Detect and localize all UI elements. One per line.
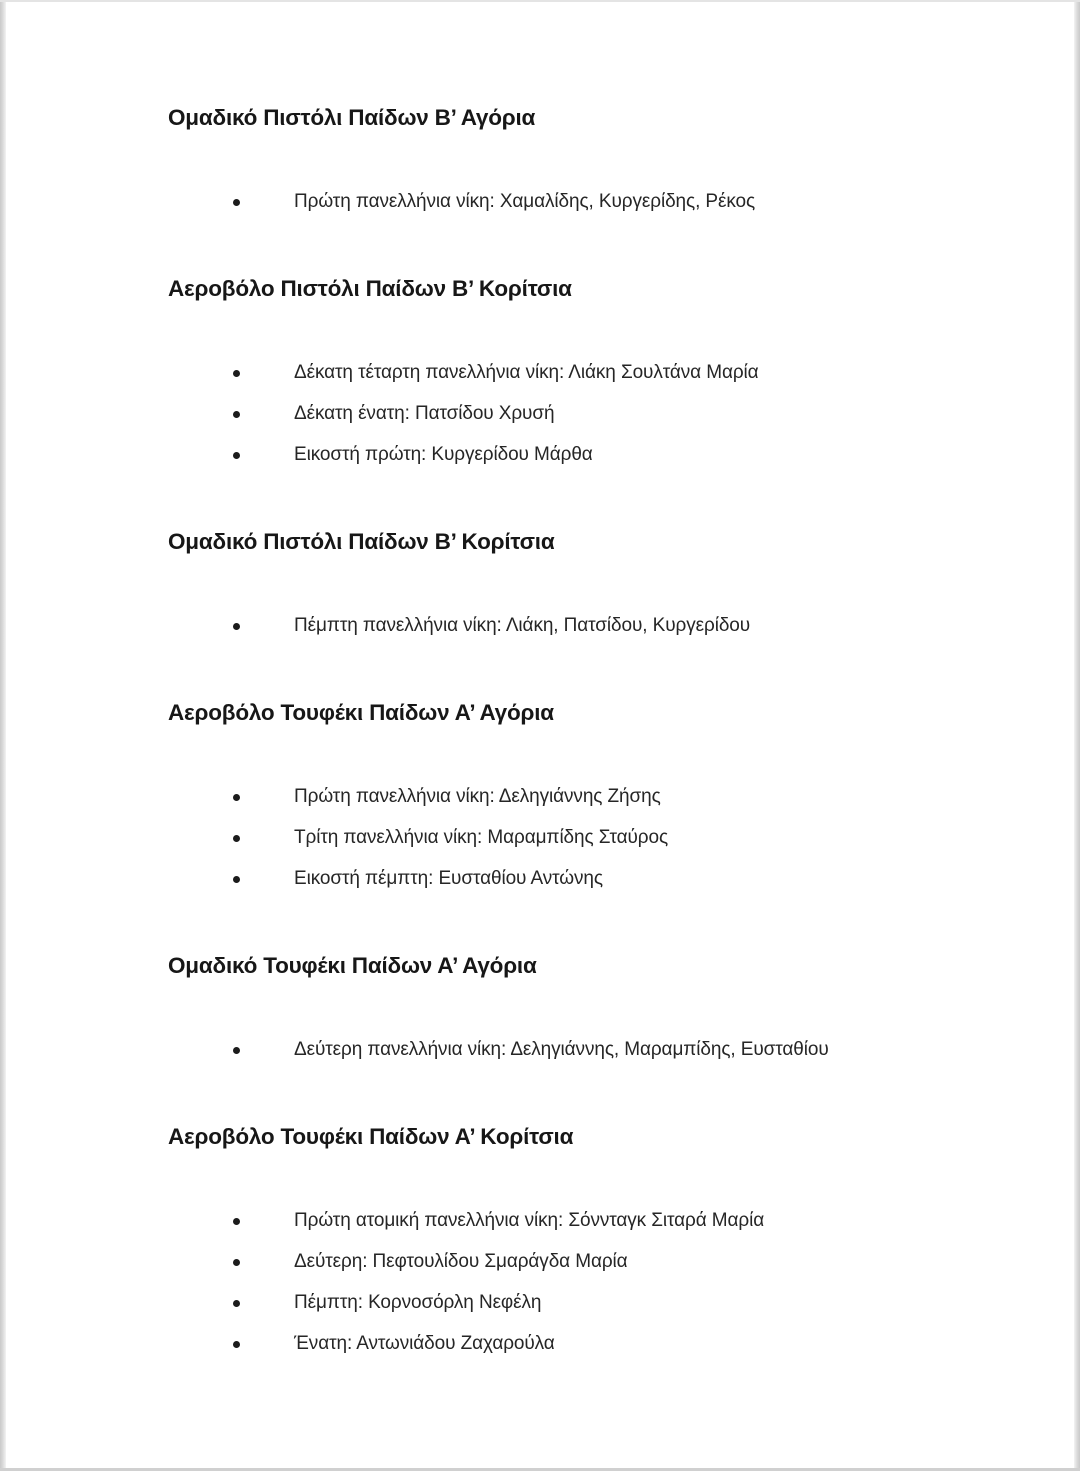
section-heading: Ομαδικό Πιστόλι Παίδων Β’ Κορίτσια bbox=[168, 529, 555, 554]
section-heading: Ομαδικό Πιστόλι Παίδων Β’ Αγόρια bbox=[168, 105, 536, 130]
document-section bbox=[168, 1122, 1010, 1359]
list-item bbox=[168, 1329, 1010, 1359]
list-item-text: Πέμπτη: Κορνοσόρλη Νεφέλη bbox=[294, 1292, 542, 1313]
list-item bbox=[168, 1247, 1010, 1277]
list-item bbox=[168, 440, 1010, 470]
document-section bbox=[168, 103, 1010, 217]
document-section bbox=[168, 951, 1010, 1065]
section-heading: Ομαδικό Τουφέκι Παίδων Α’ Αγόρια bbox=[168, 953, 537, 978]
bullet-list bbox=[168, 782, 1010, 894]
list-item-text: Δέκατη τέταρτη πανελλήνια νίκη: Λιάκη Σουλτάνα Μαρία bbox=[294, 362, 759, 383]
bullet-icon bbox=[233, 1300, 240, 1307]
bullet-icon bbox=[233, 835, 240, 842]
list-item-text: Δεύτερη πανελλήνια νίκη: Δεληγιάννης, Μαραμπίδης, Ευσταθίου bbox=[294, 1039, 829, 1060]
bullet-icon bbox=[233, 452, 240, 459]
list-item-text: Πέμπτη πανελλήνια νίκη: Λιάκη, Πατσίδου, Κυργερίδου bbox=[294, 615, 751, 636]
bullet-list bbox=[168, 187, 1010, 217]
list-item-text: Δεύτερη: Πεφτουλίδου Σμαράγδα Μαρία bbox=[294, 1251, 628, 1272]
document-section bbox=[168, 698, 1010, 894]
bullet-icon bbox=[233, 1341, 240, 1348]
list-item bbox=[168, 864, 1010, 894]
section-heading: Αεροβόλο Πιστόλι Παίδων Β’ Κορίτσια bbox=[168, 276, 572, 301]
document-section bbox=[168, 527, 1010, 641]
list-item-text: Δέκατη ένατη: Πατσίδου Χρυσή bbox=[294, 403, 555, 424]
sections-container bbox=[168, 103, 1010, 1359]
list-item-text: Πρώτη πανελλήνια νίκη: Χαμαλίδης, Κυργερίδης, Ρέκος bbox=[294, 191, 756, 212]
bullet-icon bbox=[233, 1218, 240, 1225]
list-item bbox=[168, 782, 1010, 812]
list-item bbox=[168, 399, 1010, 429]
bullet-icon bbox=[233, 794, 240, 801]
bullet-icon bbox=[233, 370, 240, 377]
bullet-list bbox=[168, 358, 1010, 470]
list-item bbox=[168, 1206, 1010, 1236]
list-item-text: Ένατη: Αντωνιάδου Ζαχαρούλα bbox=[294, 1333, 555, 1354]
list-item bbox=[168, 358, 1010, 388]
list-item bbox=[168, 187, 1010, 217]
section-heading: Αεροβόλο Τουφέκι Παίδων Α’ Κορίτσια bbox=[168, 1124, 574, 1149]
bullet-icon bbox=[233, 199, 240, 206]
list-item bbox=[168, 1288, 1010, 1318]
list-item bbox=[168, 823, 1010, 853]
document-section bbox=[168, 274, 1010, 470]
bullet-list bbox=[168, 611, 1010, 641]
bullet-list bbox=[168, 1206, 1010, 1359]
bullet-icon bbox=[233, 1259, 240, 1266]
list-item-text: Τρίτη πανελλήνια νίκη: Μαραμπίδης Σταύρος bbox=[294, 827, 669, 848]
list-item bbox=[168, 1035, 1010, 1065]
list-item-text: Πρώτη ατομική πανελλήνια νίκη: Σόννταγκ Σιταρά Μαρία bbox=[294, 1210, 765, 1231]
bullet-icon bbox=[233, 1047, 240, 1054]
list-item-text: Εικοστή πέμπτη: Ευσταθίου Αντώνης bbox=[294, 868, 603, 889]
list-item-text: Πρώτη πανελλήνια νίκη: Δεληγιάννης Ζήσης bbox=[294, 786, 661, 807]
bullet-icon bbox=[233, 411, 240, 418]
section-heading: Αεροβόλο Τουφέκι Παίδων Α’ Αγόρια bbox=[168, 700, 554, 725]
list-item-text: Εικοστή πρώτη: Κυργερίδου Μάρθα bbox=[294, 444, 593, 465]
bullet-icon bbox=[233, 623, 240, 630]
bullet-list bbox=[168, 1035, 1010, 1065]
list-item bbox=[168, 611, 1010, 641]
bullet-icon bbox=[233, 876, 240, 883]
